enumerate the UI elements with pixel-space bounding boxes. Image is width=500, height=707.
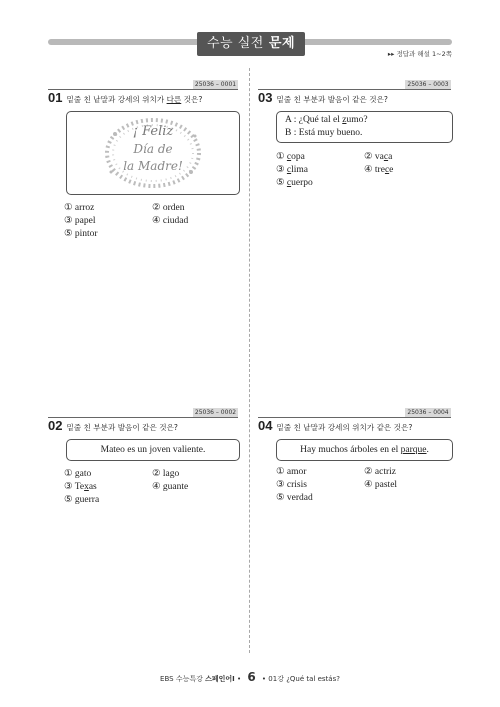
option-5[interactable]: ⑤ guerra (64, 495, 100, 505)
option-5[interactable]: ⑤ verdad (276, 493, 313, 503)
option-5[interactable]: ⑤ pintor (64, 229, 98, 239)
question-number: 02 (48, 418, 63, 433)
question-code: 25036 – 0004 (405, 408, 451, 418)
feliz-dia-de-la-madre-wreath-image (67, 112, 239, 194)
section-title: 수능 실전 문제 (197, 32, 305, 56)
footer-dot: • (259, 675, 269, 683)
question-02-sentence-box (66, 439, 240, 461)
question-text: 밑줄 친 부분과 발음이 같은 것은? (66, 423, 178, 432)
question-text: 밑줄 친 부분과 발음이 같은 것은? (276, 95, 388, 104)
option-3[interactable]: ③ Texas (64, 482, 97, 492)
question-03-title (258, 90, 388, 105)
option-2[interactable]: ② vaca (364, 152, 393, 162)
option-4[interactable]: ④ ciudad (152, 216, 189, 226)
wreath-text-line-1: ¡ Feliz (132, 124, 174, 139)
option-1[interactable]: ① gato (64, 469, 92, 479)
footer-lesson: 01강 ¿Qué tal estás? (268, 675, 340, 683)
option-5[interactable]: ⑤ cuerpo (276, 178, 313, 188)
answer-reference: ▸▸ 정답과 해설 1~2쪽 (387, 50, 452, 58)
page-number: 6 (247, 670, 256, 684)
question-02-title (48, 418, 178, 433)
question-01-image-box (66, 111, 240, 195)
question-04-title (258, 418, 412, 433)
footer-subject: 스페인어Ⅰ (205, 675, 235, 683)
option-3[interactable]: ③ clima (276, 165, 309, 175)
option-2[interactable]: ② orden (152, 203, 185, 213)
option-1[interactable]: ① copa (276, 152, 305, 162)
question-02-sentence: Mateo es un joven valiente. (100, 445, 206, 455)
dialogue-line-a: A : ¿Qué tal el zumo? (285, 115, 368, 125)
wreath-text-line-3: la Madre! (123, 159, 183, 173)
wreath-text-line-2: Día de (133, 142, 173, 156)
option-1[interactable]: ① amor (276, 467, 307, 477)
option-4[interactable]: ④ trece (364, 165, 394, 175)
question-04-sentence: Hay muchos árboles en el parque. (300, 445, 429, 455)
question-number: 04 (258, 418, 273, 433)
question-code: 25036 – 0002 (194, 409, 237, 416)
option-1[interactable]: ① arroz (64, 203, 95, 213)
page-footer (0, 670, 500, 684)
footer-book: EBS 수능특강 (160, 675, 206, 683)
footer-dot: • (236, 675, 244, 683)
question-text: 밑줄 친 낱말과 강세의 위치가 다른 것은? (66, 95, 203, 104)
dialogue-line-b: B : Está muy bueno. (285, 128, 363, 138)
option-3[interactable]: ③ crisis (276, 480, 307, 490)
question-01-title (48, 90, 202, 105)
question-number: 01 (48, 90, 63, 105)
question-number: 03 (258, 90, 273, 105)
question-code: 25036 – 0001 (194, 81, 237, 88)
option-4[interactable]: ④ guante (152, 482, 189, 492)
question-04-sentence-box (276, 439, 453, 461)
option-4[interactable]: ④ pastel (364, 480, 398, 490)
question-text: 밑줄 친 낱말과 강세의 위치가 같은 것은? (276, 423, 413, 432)
option-2[interactable]: ② actriz (364, 467, 396, 477)
option-3[interactable]: ③ papel (64, 216, 96, 226)
question-code: 25036 – 0003 (405, 80, 451, 90)
question-03-dialogue-box (276, 111, 453, 143)
column-divider (249, 68, 250, 653)
option-2[interactable]: ② lago (152, 469, 180, 479)
